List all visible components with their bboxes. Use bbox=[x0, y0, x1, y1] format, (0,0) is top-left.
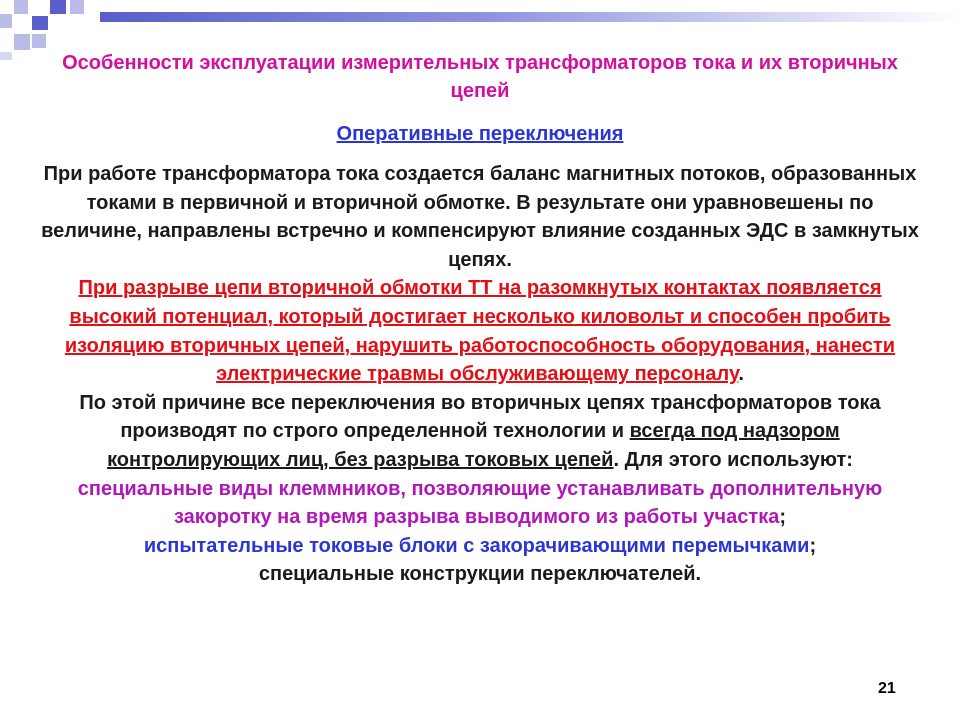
decor-square bbox=[14, 34, 30, 50]
list-item-test-blocks bbox=[40, 532, 920, 561]
slide-subtitle bbox=[40, 122, 920, 146]
decor-square bbox=[32, 34, 46, 48]
slide-title: Особенности эксплуатации измерительных трансформаторов тока и их вторичных цепей bbox=[62, 52, 898, 102]
procedure-text-end: . Для этого используют: bbox=[613, 448, 853, 471]
decor-square bbox=[32, 0, 46, 14]
warning-text: При разрыве цепи вторичной обмотки ТТ на разомкнутых контактах появляется высокий потенциал, который достигает несколько киловольт и способен пробить изоляцию вторичных цепей, нарушить работоспособность оборудования, нанести электрические травмы обслуживающему персоналу bbox=[64, 277, 896, 386]
header-gradient-bar bbox=[100, 12, 960, 22]
decor-square bbox=[0, 14, 12, 28]
item-terminals-end: ; bbox=[779, 506, 787, 529]
paragraph-balance: При работе трансформатора тока создается баланс магнитных потоков, образованных токами в первичной и вторичной обмотке. В результате они уравновешены по величине, направлены встречно и компенсируют влияние созданных ЭДС в замкнутых цепях. bbox=[41, 163, 919, 271]
page-number: 21 bbox=[878, 680, 896, 697]
list-item-switches: специальные конструкции переключателей. bbox=[258, 563, 702, 586]
decor-square bbox=[50, 0, 66, 14]
warning-period: . bbox=[738, 363, 744, 386]
slide-body bbox=[40, 160, 920, 589]
decor-square bbox=[0, 52, 12, 60]
item-test-blocks-text: испытательные токовые блоки с закорачивающими перемычками bbox=[143, 534, 810, 557]
list-item-terminals bbox=[40, 475, 920, 532]
decor-square bbox=[70, 0, 84, 14]
procedure-text-underlined: всегда под надзором контролирующих лиц, без разрыва токовых цепей bbox=[107, 420, 840, 471]
procedure-text-start: По этой причине все переключения во вторичных цепях трансформаторов тока производят по строго определенной технологии и bbox=[79, 391, 881, 443]
subtitle-text: Оперативные переключения bbox=[336, 123, 624, 145]
paragraph-warning bbox=[40, 274, 920, 388]
decor-square bbox=[32, 16, 48, 30]
paragraph-procedure bbox=[40, 389, 920, 475]
item-terminals-text: специальные виды клеммников, позволяющие устанавливать дополнительную закоротку на время разрыва выводимого из работы участка bbox=[77, 477, 883, 529]
decor-square bbox=[14, 0, 28, 14]
item-test-blocks-end: ; bbox=[809, 534, 817, 557]
